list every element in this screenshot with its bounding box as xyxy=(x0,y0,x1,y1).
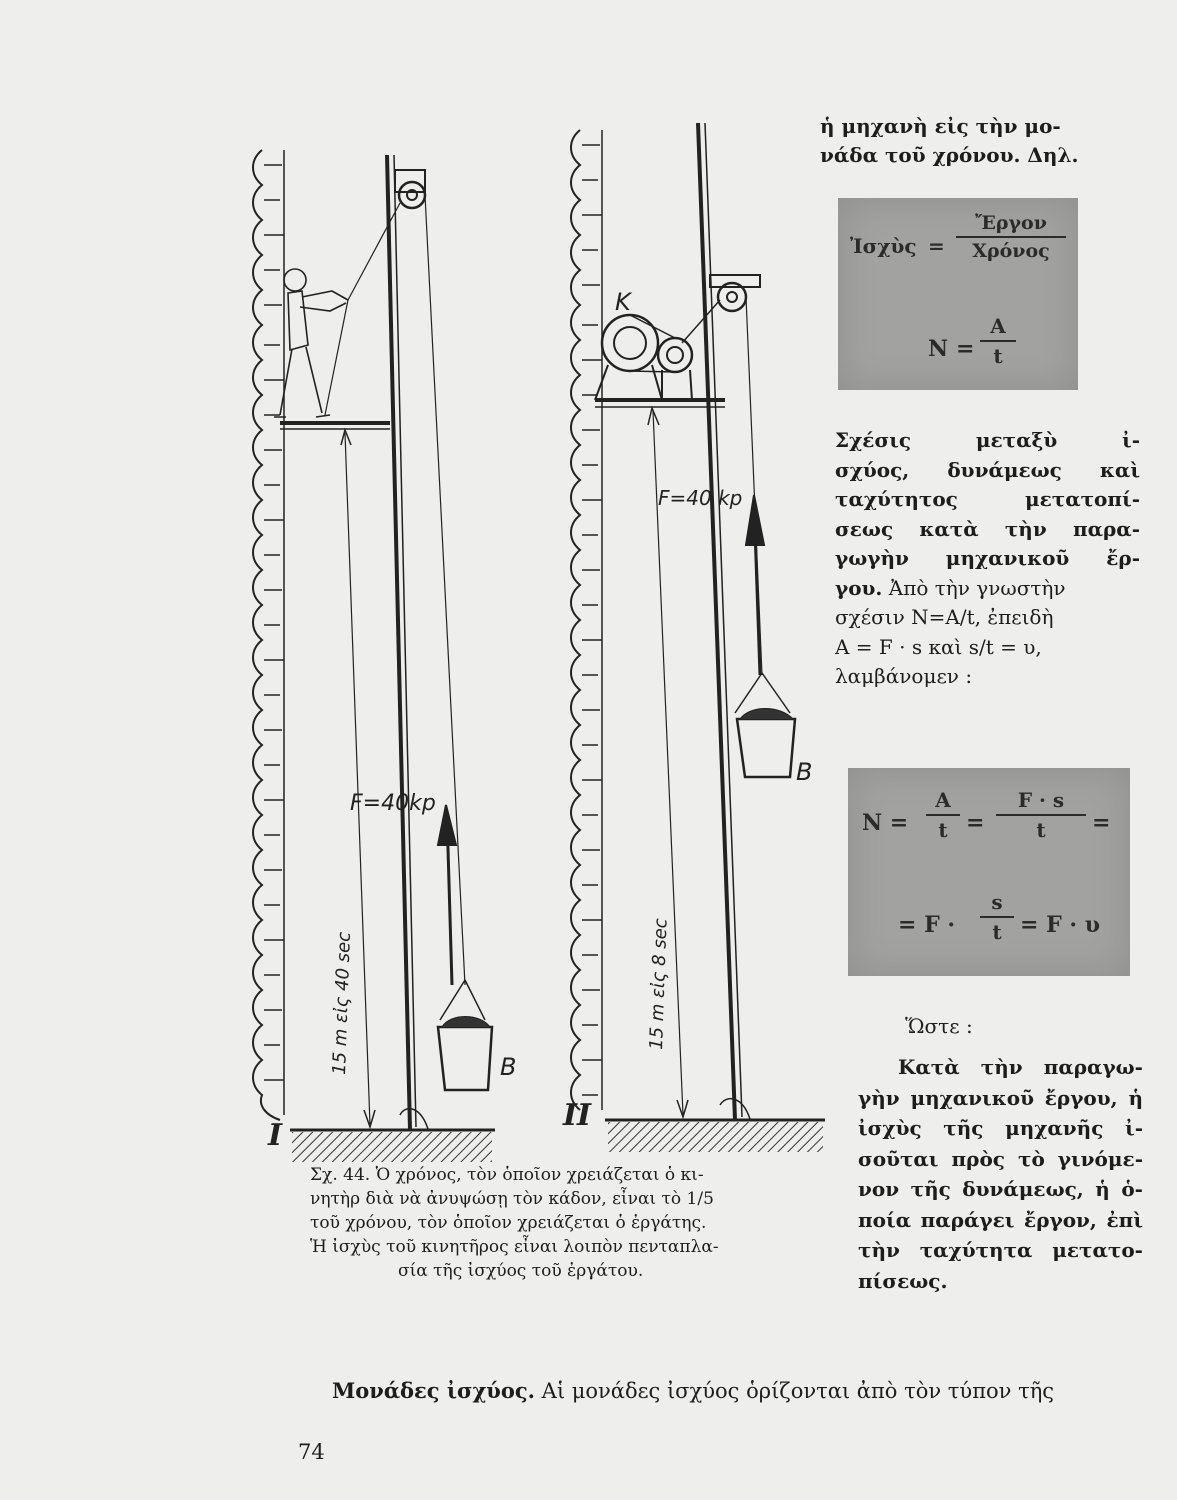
worker xyxy=(274,269,348,417)
fraction-s-t xyxy=(980,890,1014,944)
fraction-bar xyxy=(980,916,1014,918)
formula-fraction-n xyxy=(980,314,1016,368)
figure-44 xyxy=(250,115,840,1170)
heading-line: σεως κατὰ τὴν παρα- xyxy=(835,516,1140,541)
fraction-denominator: t xyxy=(1036,818,1046,842)
formula-fv: = F · υ xyxy=(1020,912,1100,938)
body-start: Ἀπὸ τὴν γνωστὴν xyxy=(882,575,1066,600)
text-line: σχέσιν N=A/t, ἐπειδὴ xyxy=(835,605,1054,629)
fraction-denominator: t xyxy=(992,920,1002,944)
text-line: λαμβάνομεν : xyxy=(835,664,973,688)
formula-f: = F · xyxy=(898,912,956,938)
formula-box-derivation xyxy=(848,768,1130,976)
conclusion-line: ποία παράγει ἔργον, ἐπὶ xyxy=(858,1207,1143,1232)
heading-line: σχύος, δυνάμεως καὶ xyxy=(835,457,1140,482)
right-top-text xyxy=(820,112,1140,170)
text-line: ἡ μηχανὴ εἰς τὴν μο- xyxy=(820,114,1061,138)
formula-lhs-n: N xyxy=(928,336,949,362)
footer-paragraph xyxy=(332,1378,1152,1403)
force-label-left: F=40kp xyxy=(350,791,436,816)
formula-eq: = xyxy=(928,234,945,258)
fraction-numerator: Ἔργον xyxy=(975,212,1047,234)
fraction-bar xyxy=(980,340,1016,342)
fraction-numerator: A xyxy=(935,788,951,812)
relation-section xyxy=(835,426,1140,692)
conclusion-text xyxy=(858,1052,1143,1296)
conclusion-line: Κατὰ τὴν παραγω- xyxy=(898,1055,1143,1079)
force-label-right: F=40 kp xyxy=(658,486,743,510)
page-number: 74 xyxy=(298,1440,325,1464)
fraction-a-t xyxy=(926,788,960,842)
conclusion-line: γὴν μηχανικοῦ ἔργου, ἡ xyxy=(858,1085,1143,1110)
fraction-bar xyxy=(996,814,1086,816)
distance-label-left: 15 m εἰς 40 sec xyxy=(329,931,355,1076)
text-line xyxy=(835,574,1140,604)
heading-end: γου. xyxy=(835,575,883,600)
fraction-numerator: A xyxy=(990,314,1006,338)
fraction-bar xyxy=(926,814,960,816)
fraction-fs-t xyxy=(996,788,1086,842)
caption-line: τοῦ χρόνου, τὸν ὁποῖον χρειάζεται ὁ ἐργάτης. xyxy=(310,1213,707,1233)
conclusion-line: ἰσχὺς τῆς μηχανῆς ἰ- xyxy=(858,1116,1143,1140)
footer-heading: Μονάδες ἰσχύος. xyxy=(332,1378,535,1403)
fraction-bar xyxy=(956,236,1066,238)
formula-eq: = xyxy=(966,810,985,836)
motor-label: K xyxy=(615,288,631,316)
formula-eq-n: = xyxy=(956,336,975,362)
heading-line: ταχύτητος μετατοπί- xyxy=(835,487,1140,511)
caption-line: σία τῆς ἰσχύος τοῦ ἐργάτου. xyxy=(398,1261,644,1281)
fraction-numerator: F · s xyxy=(1017,788,1065,812)
heading-line: γωγὴν μηχανικοῦ ἔρ- xyxy=(835,546,1140,570)
bucket-label-left: B xyxy=(500,1053,517,1081)
caption-line: Σχ. 44. Ὁ χρόνος, τὸν ὁποῖον χρειάζεται ὁ κι- xyxy=(310,1165,704,1185)
scene-right xyxy=(571,123,825,1152)
formula-box-power xyxy=(838,198,1078,390)
conclusion-line: σοῦται πρὸς τὸ γινόμε- xyxy=(858,1146,1143,1171)
hoste-text: Ὥστε : xyxy=(905,1014,973,1038)
formula-lhs: Ἰσχὺς xyxy=(850,234,917,258)
fraction-denominator: t xyxy=(938,818,948,842)
heading-line: Σχέσις μεταξὺ ἰ- xyxy=(835,428,1140,452)
footer-text: Αἱ μονάδες ἰσχύος ὁρίζονται ἀπὸ τὸν τύπον τῆς xyxy=(535,1379,1055,1403)
formula-n: N = xyxy=(862,810,909,836)
bucket-label-right: B xyxy=(796,758,813,786)
conclusion-line: πίσεως. xyxy=(858,1268,948,1293)
text-line: A = F · s καὶ s/t = υ, xyxy=(835,634,1042,659)
fraction-numerator: s xyxy=(991,890,1003,914)
motor xyxy=(595,300,720,400)
distance-label-right: 15 m εἰς 8 sec xyxy=(646,918,672,1051)
formula-eq-end: = xyxy=(1092,810,1111,836)
caption-line: νητὴρ διὰ νὰ ἀνυψώσῃ τὸν κάδον, εἶναι τὸ 1/5 xyxy=(310,1189,714,1209)
formula-fraction xyxy=(956,212,1066,262)
fraction-denominator: t xyxy=(993,344,1003,368)
fraction-denominator: Χρόνος xyxy=(972,240,1050,262)
scene-left xyxy=(253,150,495,1162)
caption-line: Ἡ ἰσχὺς τοῦ κινητῆρος εἶναι λοιπὸν πενταπλα- xyxy=(310,1237,719,1257)
conclusion-line: τὴν ταχύτητα μετατο- xyxy=(858,1238,1143,1262)
text-line: νάδα τοῦ χρόνου. Δηλ. xyxy=(820,143,1079,167)
figure-caption xyxy=(310,1163,830,1283)
label-roman-1: I xyxy=(268,1118,283,1153)
brick-wall-right xyxy=(571,130,580,1110)
conclusion-line: νον τῆς δυνάμεως, ἡ ὁ- xyxy=(858,1177,1143,1201)
label-roman-2: II xyxy=(563,1098,592,1133)
